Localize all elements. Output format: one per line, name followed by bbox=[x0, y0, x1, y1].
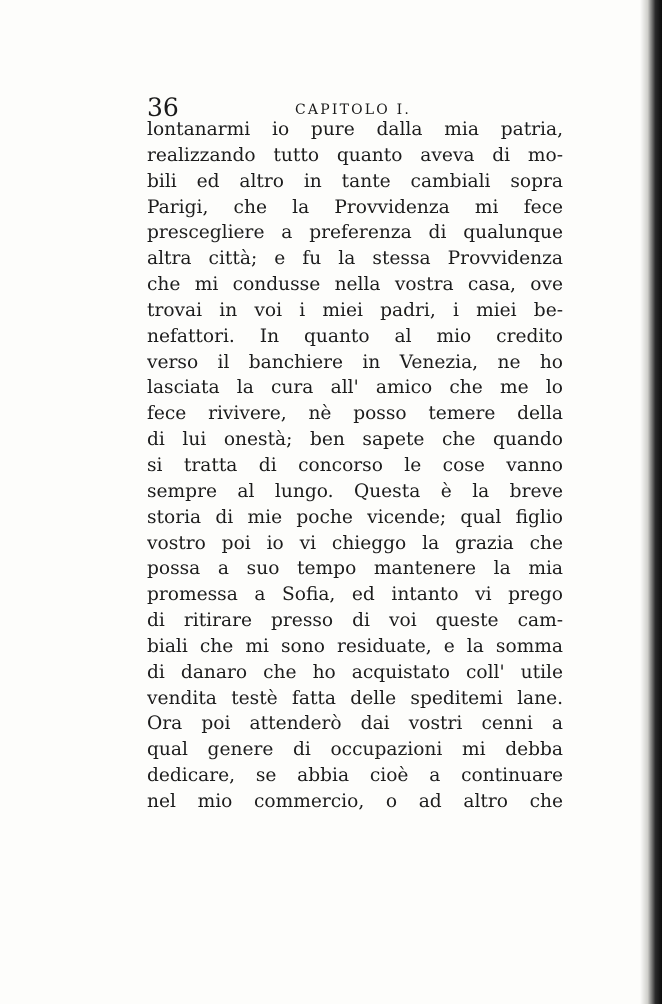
text-line: si tratta di concorso le cose vanno bbox=[147, 454, 563, 476]
chapter-title: CAPITOLO I. bbox=[295, 102, 411, 118]
text-line: biali che mi sono residuate, e la somma bbox=[147, 635, 563, 657]
text-line: dedicare, se abbia cioè a continuare bbox=[147, 765, 563, 787]
text-line: realizzando tutto quanto aveva di mo- bbox=[147, 144, 563, 166]
body-text bbox=[147, 117, 563, 815]
text-line: bili ed altro in tante cambiali sopra bbox=[147, 170, 563, 192]
text-line: possa a suo tempo mantenere la mia bbox=[147, 558, 563, 580]
text-line: Ora poi attenderò dai vostri cenni a bbox=[147, 713, 563, 735]
text-line: nefattori. In quanto al mio credito bbox=[147, 325, 563, 347]
page-number: 36 bbox=[147, 93, 179, 122]
text-line: trovai in voi i miei padri, i miei be- bbox=[147, 299, 563, 321]
page-edge-shadow bbox=[640, 0, 662, 1004]
text-line: storia di mie poche vicende; qual figlio bbox=[147, 506, 563, 528]
text-line: vostro poi io vi chieggo la grazia che bbox=[147, 532, 563, 554]
text-line: qual genere di occupazioni mi debba bbox=[147, 739, 563, 761]
text-line: lontanarmi io pure dalla mia patria, bbox=[147, 119, 563, 140]
text-line: prescegliere a preferenza di qualunque bbox=[147, 222, 563, 244]
text-line: promessa a Sofia, ed intanto vi prego bbox=[147, 584, 563, 606]
text-line: vendita testè fatta delle speditemi lane. bbox=[147, 687, 563, 709]
text-line: sempre al lungo. Questa è la breve bbox=[147, 480, 563, 502]
text-line: di danaro che ho acquistato coll' utile bbox=[147, 661, 563, 683]
text-line: di ritirare presso di voi queste cam- bbox=[147, 610, 563, 632]
text-line: lasciata la cura all' amico che me lo bbox=[147, 377, 563, 399]
text-line: nel mio commercio, o ad altro che bbox=[147, 790, 563, 812]
text-line: fece rivivere, nè posso temere della bbox=[147, 403, 563, 425]
text-line: Parigi, che la Provvidenza mi fece bbox=[147, 196, 563, 218]
text-line: verso il banchiere in Venezia, ne ho bbox=[147, 351, 563, 373]
text-line: altra città; e fu la stessa Provvidenza bbox=[147, 248, 563, 270]
text-line: di lui onestà; ben sapete che quando bbox=[147, 429, 563, 451]
text-line: che mi condusse nella vostra casa, ove bbox=[147, 274, 563, 296]
